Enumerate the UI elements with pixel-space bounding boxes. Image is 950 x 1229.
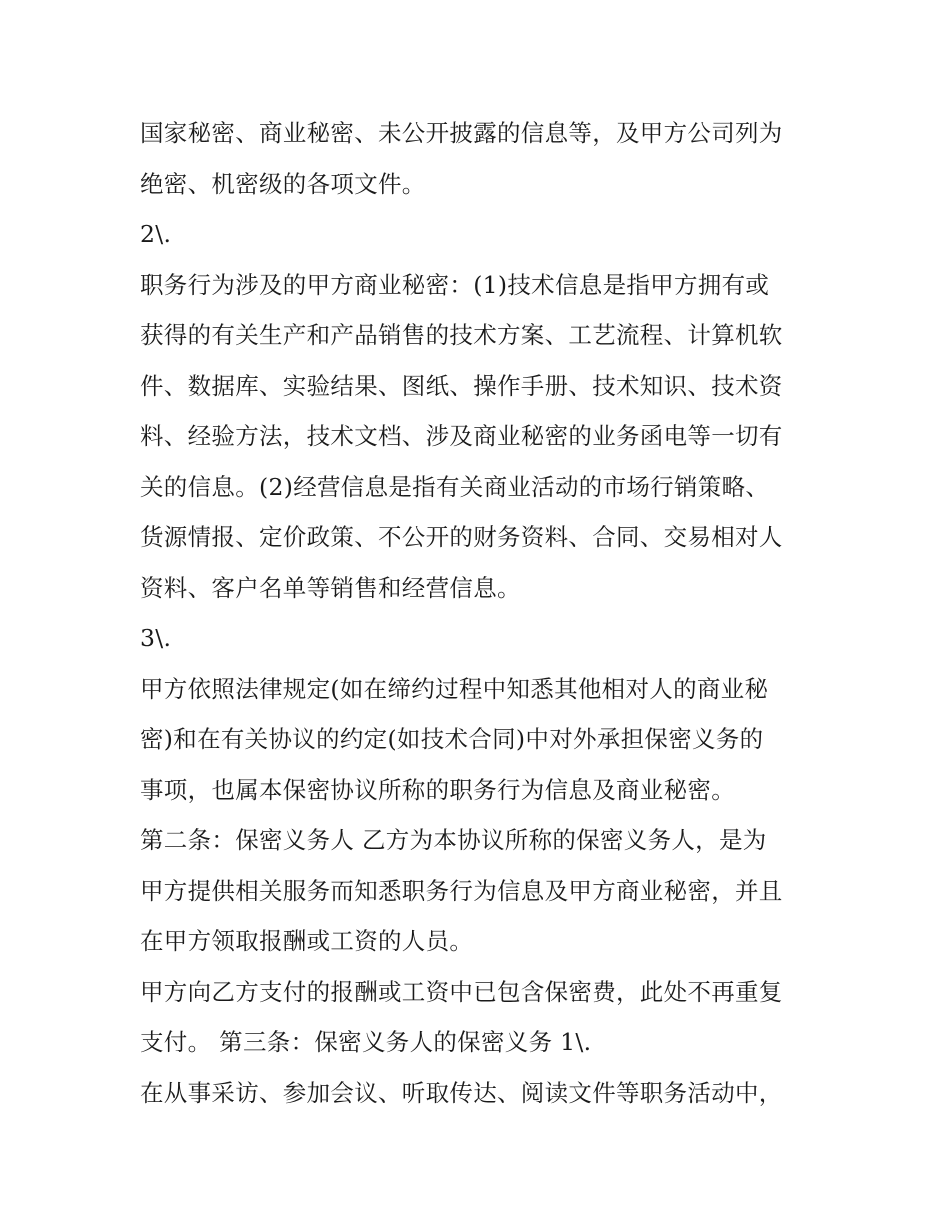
text-line: 在从事采访、参加会议、听取传达、阅读文件等职务活动中， <box>140 1078 783 1107</box>
text-line: 甲方依照法律规定(如在缔约过程中知悉其他相对人的商业秘 <box>140 674 769 703</box>
text-line: 职务行为涉及的甲方商业秘密：(1)技术信息是指甲方拥有或 <box>140 270 770 299</box>
text-line: 货源情报、定价政策、不公开的财务资料、合同、交易相对人 <box>140 523 783 551</box>
text-line: 资料、客户名单等销售和经营信息。 <box>140 573 521 602</box>
text-line: 件、数据库、实验结果、图纸、操作手册、技术知识、技术资 <box>140 371 783 400</box>
document-body <box>140 108 820 1118</box>
section-number: 3\. <box>140 624 172 652</box>
text-line: 事项，也属本保密协议所称的职务行为信息及商业秘密。 <box>140 775 735 804</box>
text-line: 支付。 第三条：保密义务人的保密义务 1\. <box>140 1028 592 1056</box>
text-line: 获得的有关生产和产品销售的技术方案、工艺流程、计算机软 <box>140 321 783 349</box>
text-line: 第二条：保密义务人 乙方为本协议所称的保密义务人，是为 <box>140 826 767 854</box>
text-line: 密)和在有关协议的约定(如技术合同)中对外承担保密义务的 <box>140 725 764 753</box>
text-line: 料、经验方法，技术文档、涉及商业秘密的业务函电等一切有 <box>140 422 783 450</box>
text-line: 甲方提供相关服务而知悉职务行为信息及甲方商业秘密，并且 <box>140 876 783 905</box>
text-line: 国家秘密、商业秘密、未公开披露的信息等，及甲方公司列为 <box>140 119 783 147</box>
text-line: 甲方向乙方支付的报酬或工资中已包含保密费，此处不再重复 <box>140 977 783 1006</box>
text-line: 绝密、机密级的各项文件。 <box>140 169 426 198</box>
text-line: 在甲方领取报酬或工资的人员。 <box>140 927 474 955</box>
text-line: 关的信息。(2)经营信息是指有关商业活动的市场行销策略、 <box>140 472 770 501</box>
section-number: 2\. <box>140 220 172 248</box>
